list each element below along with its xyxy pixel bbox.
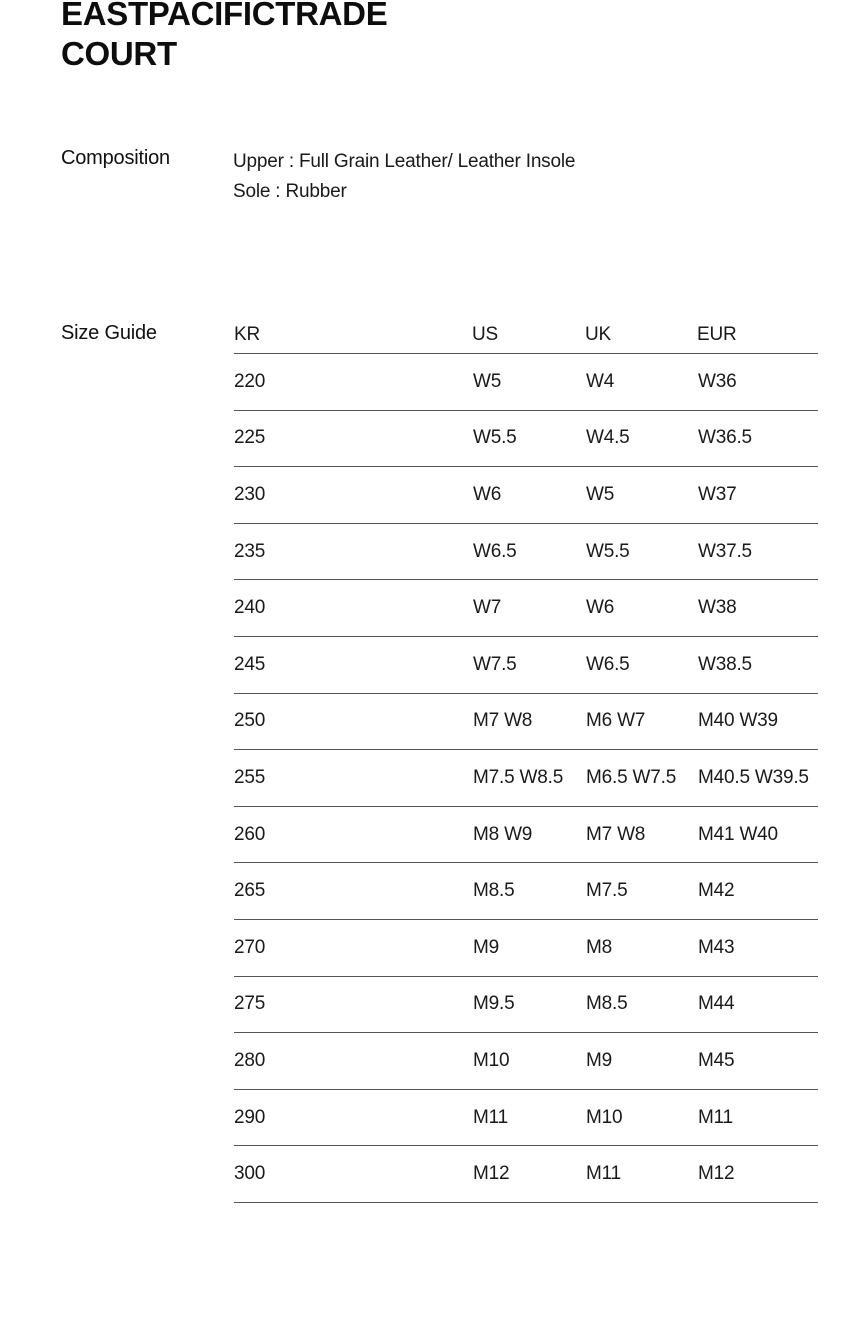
header-uk: UK (585, 324, 611, 345)
cell-eur: M43 (698, 936, 735, 958)
size-guide-table (234, 313, 818, 1203)
cell-eur: W36.5 (698, 427, 752, 449)
cell-us: M7 W8 (473, 710, 533, 732)
table-row (234, 977, 818, 1034)
table-row (234, 750, 818, 807)
cell-eur: M11 (698, 1106, 733, 1128)
table-row (234, 467, 818, 524)
table-row (234, 807, 818, 864)
size-table-body (234, 354, 818, 1203)
cell-us: W7 (473, 597, 502, 619)
cell-uk: M8 (586, 936, 612, 958)
cell-kr: 275 (234, 993, 266, 1015)
cell-kr: 260 (234, 823, 266, 845)
cell-uk: W5 (586, 483, 615, 505)
header-us: US (472, 324, 498, 345)
cell-eur: W38.5 (698, 653, 752, 675)
size-guide-label: Size Guide (61, 322, 157, 344)
cell-uk: W6.5 (586, 653, 630, 675)
composition-sole: Sole : Rubber (233, 181, 347, 202)
cell-kr: 280 (234, 1049, 266, 1071)
cell-uk: W4.5 (586, 427, 630, 449)
cell-kr: 300 (234, 1163, 266, 1185)
cell-eur: M41 W40 (698, 823, 778, 845)
cell-eur: M12 (698, 1163, 735, 1185)
cell-us: W6 (473, 483, 502, 505)
composition-details (233, 147, 575, 207)
cell-us: W5 (473, 370, 502, 392)
cell-kr: 290 (234, 1106, 266, 1128)
cell-us: W7.5 (473, 653, 517, 675)
cell-uk: M7.5 (586, 880, 628, 902)
table-row (234, 1033, 818, 1090)
cell-eur: M40.5 W39.5 (698, 766, 809, 788)
cell-eur: W36 (698, 370, 737, 392)
cell-kr: 230 (234, 483, 266, 505)
product-title (61, 0, 387, 74)
cell-uk: W6 (586, 597, 615, 619)
cell-kr: 235 (234, 540, 266, 562)
cell-uk: M6.5 W7.5 (586, 766, 677, 788)
cell-eur: W37 (698, 483, 737, 505)
product-title-line-2: COURT (61, 35, 177, 72)
cell-uk: M11 (586, 1163, 621, 1185)
cell-uk: M8.5 (586, 993, 628, 1015)
cell-us: M8 W9 (473, 823, 533, 845)
cell-kr: 270 (234, 936, 266, 958)
cell-uk: M6 W7 (586, 710, 646, 732)
cell-kr: 225 (234, 427, 266, 449)
table-row (234, 354, 818, 411)
cell-eur: M45 (698, 1049, 735, 1071)
cell-us: W5.5 (473, 427, 517, 449)
cell-uk: M7 W8 (586, 823, 646, 845)
cell-uk: M10 (586, 1106, 623, 1128)
cell-us: W6.5 (473, 540, 517, 562)
cell-uk: W4 (586, 370, 615, 392)
cell-uk: W5.5 (586, 540, 630, 562)
table-row (234, 694, 818, 751)
cell-us: M9 (473, 936, 499, 958)
table-row (234, 637, 818, 694)
table-row (234, 580, 818, 637)
composition-upper: Upper : Full Grain Leather/ Leather Insole (233, 151, 576, 172)
size-table-header-row (234, 313, 818, 354)
cell-us: M11 (473, 1106, 508, 1128)
cell-us: M10 (473, 1049, 510, 1071)
cell-eur: M44 (698, 993, 735, 1015)
cell-eur: M40 W39 (698, 710, 778, 732)
table-row (234, 863, 818, 920)
cell-kr: 240 (234, 597, 266, 619)
table-row (234, 524, 818, 581)
cell-eur: W37.5 (698, 540, 752, 562)
cell-kr: 265 (234, 880, 266, 902)
product-title-line-1: EASTPACIFICTRADE (61, 0, 388, 32)
header-kr: KR (234, 324, 260, 345)
composition-label: Composition (61, 147, 170, 169)
table-row (234, 411, 818, 468)
cell-kr: 220 (234, 370, 266, 392)
table-row (234, 920, 818, 977)
cell-kr: 245 (234, 653, 266, 675)
cell-kr: 255 (234, 766, 266, 788)
cell-us: M7.5 W8.5 (473, 766, 564, 788)
cell-kr: 250 (234, 710, 266, 732)
table-row (234, 1146, 818, 1203)
cell-eur: M42 (698, 880, 735, 902)
cell-eur: W38 (698, 597, 737, 619)
table-row (234, 1090, 818, 1147)
cell-uk: M9 (586, 1049, 612, 1071)
header-eur: EUR (697, 324, 737, 345)
cell-us: M12 (473, 1163, 510, 1185)
cell-us: M9.5 (473, 993, 515, 1015)
cell-us: M8.5 (473, 880, 515, 902)
